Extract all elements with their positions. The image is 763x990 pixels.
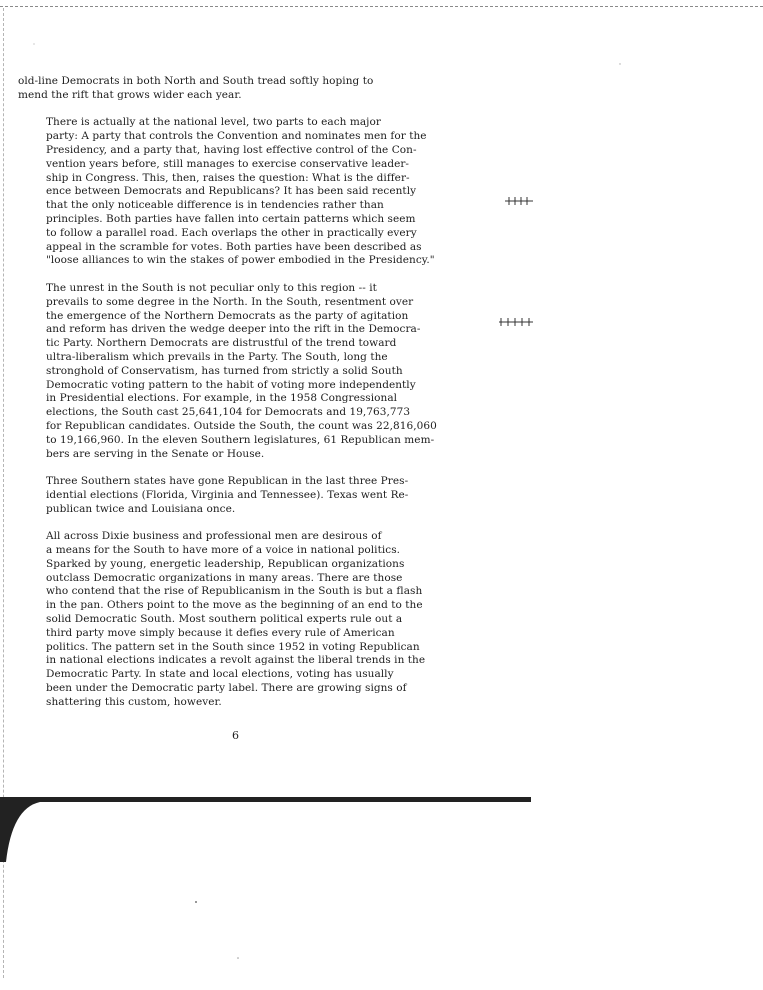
paragraph <box>18 530 464 709</box>
text-line: solid Democratic South. Most southern political experts rule out a <box>46 613 403 626</box>
document-body <box>18 75 464 723</box>
text-line: ship in Congress. This, then, raises the question: What is the differ- <box>46 171 410 184</box>
text-line: shattering this custom, however. <box>46 695 222 708</box>
text-line: been under the Democratic party label. There are growing signs of <box>46 682 407 695</box>
text-line: The unrest in the South is not peculiar only to this region -- it <box>46 281 377 294</box>
text-line: ence between Democrats and Republicans? It has been said recently <box>46 185 417 198</box>
paragraph <box>18 116 464 268</box>
text-line: old-line Democrats in both North and South tread softly hoping to <box>18 75 374 87</box>
text-line: elections, the South cast 25,641,104 for Democrats and 19,763,773 <box>46 406 411 419</box>
text-line: ultra-liberalism which prevails in the Party. The South, long the <box>46 350 388 363</box>
text-line: for Republican candidates. Outside the South, the count was 22,816,060 <box>46 419 437 432</box>
text-line: outclass Democratic organizations in many areas. There are those <box>46 571 403 584</box>
text-line: stronghold of Conservatism, has turned from strictly a solid South <box>46 364 403 377</box>
text-line: principles. Both parties have fallen into certain patterns which seem <box>46 212 416 225</box>
text-line: party: A party that controls the Convention and nominates men for the <box>46 130 427 143</box>
text-line: that the only noticeable difference is in tendencies rather than <box>46 199 384 212</box>
margin-tick-mark <box>505 197 535 205</box>
text-line: Presidency, and a party that, having lost effective control of the Con- <box>46 143 417 156</box>
text-line: bers are serving in the Senate or House. <box>46 447 265 460</box>
text-line: publican twice and Louisiana once. <box>46 502 236 515</box>
corner-shadow <box>0 802 40 862</box>
paragraph <box>18 282 464 461</box>
text-line: Democratic Party. In state and local elections, voting has usually <box>46 668 394 681</box>
margin-tick-mark <box>499 318 535 326</box>
text-line: appeal in the scramble for votes. Both parties have been described as <box>46 240 422 253</box>
text-line: Three Southern states have gone Republican in the last three Pres- <box>46 475 409 488</box>
text-line: in national elections indicates a revolt against the liberal trends in the <box>46 654 426 667</box>
text-line: prevails to some degree in the North. In the South, resentment over <box>46 295 414 308</box>
text-line: to 19,166,960. In the eleven Southern legislatures, 61 Republican mem- <box>46 433 435 446</box>
text-line: to follow a parallel road. Each overlaps the other in practically every <box>46 226 417 239</box>
text-line: Democratic voting pattern to the habit of voting more independently <box>46 378 416 391</box>
text-line: a means for the South to have more of a voice in national politics. <box>46 544 401 557</box>
text-line: idential elections (Florida, Virginia and Tennessee). Texas went Re- <box>46 488 409 501</box>
text-line: third party move simply because it defies every rule of American <box>46 626 395 639</box>
text-line: All across Dixie business and professional men are desirous of <box>46 530 382 543</box>
text-line: in Presidential elections. For example, in the 1958 Congressional <box>46 392 398 405</box>
text-line: the emergence of the Northern Democrats as the party of agitation <box>46 309 409 322</box>
text-line: politics. The pattern set in the South since 1952 in voting Republican <box>46 640 420 653</box>
text-line: Sparked by young, energetic leadership, Republican organizations <box>46 557 405 570</box>
text-line: who contend that the rise of Republicanism in the South is but a flash <box>46 585 423 598</box>
paragraph <box>18 75 464 103</box>
text-line: vention years before, still manages to exercise conservative leader- <box>46 157 410 170</box>
paragraph <box>18 475 464 516</box>
text-line: and reform has driven the wedge deeper into the rift in the Democra- <box>46 323 421 336</box>
text-line: mend the rift that grows wider each year. <box>18 88 242 101</box>
text-line: "loose alliances to win the stakes of power embodied in the Presidency." <box>46 254 435 267</box>
top-border-rule <box>0 6 763 7</box>
page-number: 6 <box>232 729 239 742</box>
bottom-scan-bar <box>0 797 531 802</box>
text-line: There is actually at the national level, two parts to each major <box>46 116 381 129</box>
text-line: in the pan. Others point to the move as the beginning of an end to the <box>46 599 423 612</box>
text-line: tic Party. Northern Democrats are distrustful of the trend toward <box>46 337 397 350</box>
